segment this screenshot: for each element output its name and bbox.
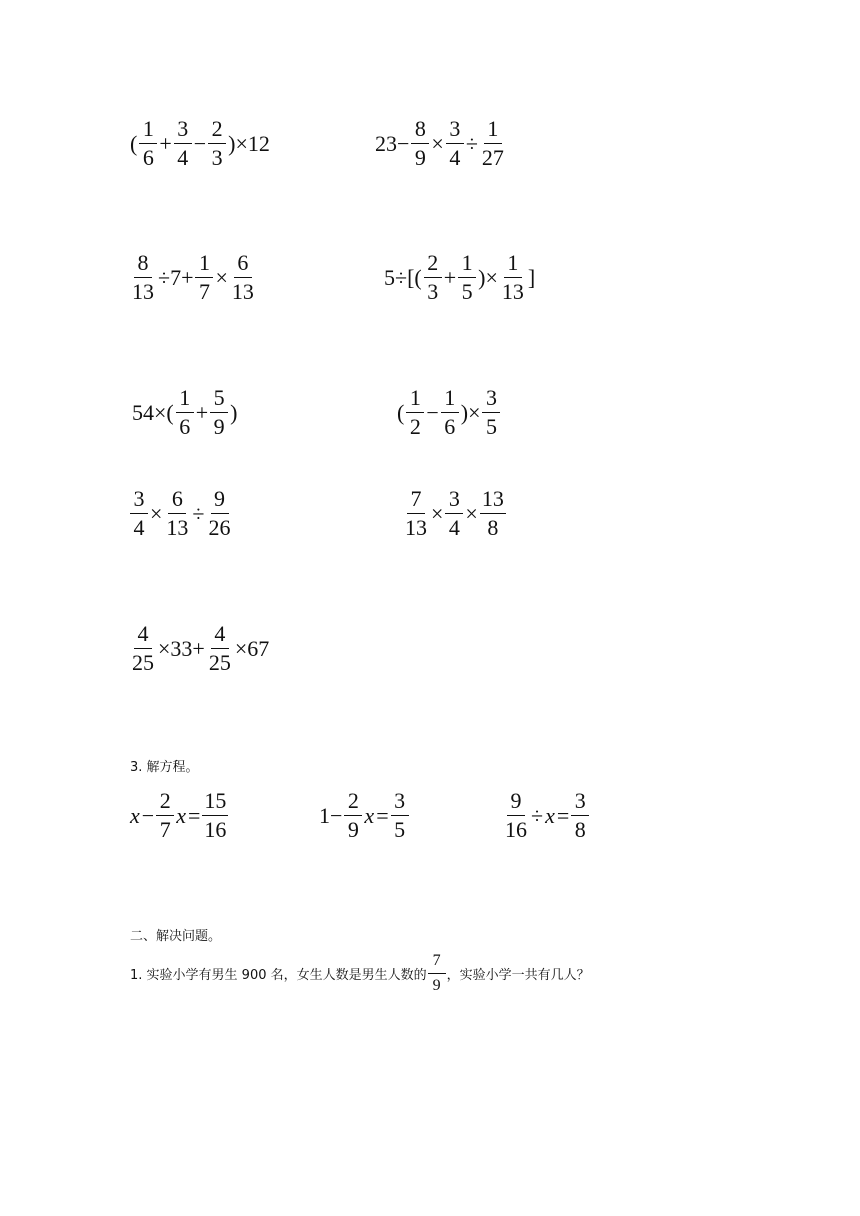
fraction-denominator: 6 [179, 414, 191, 439]
equation-1 [129, 790, 229, 841]
section-2-heading: 二、解决问题。 [130, 929, 222, 944]
operator-text: × [465, 500, 478, 526]
expression-2 [374, 118, 507, 169]
fraction-numerator: 15 [202, 790, 228, 816]
fraction [424, 252, 442, 303]
fraction-numerator: 3 [571, 790, 589, 816]
fraction-numerator: 4 [211, 623, 229, 649]
fraction-denominator: 25 [208, 650, 231, 675]
fraction-numerator: 3 [445, 488, 463, 514]
operator-text: )× [460, 399, 481, 425]
operator-text: × [431, 130, 444, 156]
problem-1-fraction [428, 952, 446, 995]
fraction-numerator: 7 [428, 952, 446, 974]
variable: x [176, 802, 186, 828]
fraction-denominator: 9 [414, 145, 426, 170]
fraction-numerator: 3 [130, 488, 148, 514]
equation-3 [502, 790, 590, 841]
fraction [571, 790, 589, 841]
operator-text: = [556, 802, 570, 828]
fraction-numerator: 9 [507, 790, 525, 816]
fraction [230, 252, 256, 303]
expression-5 [131, 387, 238, 438]
operator-text: ( [130, 130, 138, 156]
fraction-numerator: 1 [139, 118, 157, 144]
variable: x [545, 802, 555, 828]
fraction [458, 252, 476, 303]
fraction-denominator: 16 [204, 817, 227, 842]
fraction [441, 387, 459, 438]
expression-7 [129, 488, 234, 539]
fraction-numerator: 2 [424, 252, 442, 278]
fraction-numerator: 1 [406, 387, 424, 413]
fraction-denominator: 13 [132, 279, 154, 304]
fraction [207, 488, 233, 539]
fraction-denominator: 6 [142, 145, 154, 170]
problem-1 [130, 952, 590, 995]
fraction-numerator: 1 [176, 387, 194, 413]
fraction-denominator: 13 [405, 515, 427, 540]
fraction [210, 387, 228, 438]
fraction-numerator: 2 [208, 118, 226, 144]
operator-text: ) [230, 399, 238, 425]
fraction-numerator: 13 [480, 488, 506, 514]
fraction [482, 387, 500, 438]
operator-text: = [376, 802, 389, 828]
fraction-numerator: 1 [458, 252, 476, 278]
fraction-numerator: 1 [441, 387, 459, 413]
operator-text: ×67 [234, 635, 270, 661]
fraction [207, 623, 233, 674]
fraction-denominator: 26 [208, 515, 231, 540]
fraction-numerator: 3 [174, 118, 192, 144]
fraction [406, 387, 424, 438]
fraction-denominator: 9 [432, 977, 441, 994]
expression-6 [396, 387, 501, 438]
fraction [130, 252, 156, 303]
operator-text: )× [478, 264, 498, 290]
expression-4 [383, 252, 536, 303]
fraction [391, 790, 409, 841]
fraction-denominator: 4 [449, 145, 461, 170]
fraction-numerator: 1 [504, 252, 522, 278]
fraction [503, 790, 529, 841]
fraction-denominator: 7 [198, 279, 210, 304]
fraction [176, 387, 194, 438]
operator-text: × [150, 500, 163, 526]
expression-9 [129, 623, 270, 674]
fraction-numerator: 2 [344, 790, 362, 816]
operator-text: ÷ [192, 500, 205, 526]
fraction-denominator: 25 [132, 650, 154, 675]
fraction [411, 118, 429, 169]
expression-8 [402, 488, 507, 539]
fraction-denominator: 4 [448, 515, 460, 540]
operator-text: 23− [375, 130, 410, 156]
variable: x [364, 802, 375, 828]
fraction [208, 118, 226, 169]
operator-text: ( [397, 399, 405, 425]
operator-text: ÷ [531, 802, 544, 828]
fraction-denominator: 9 [347, 817, 359, 842]
operator-text: 1− [319, 802, 343, 828]
fraction-numerator: 8 [134, 252, 152, 278]
fraction [139, 118, 157, 169]
fraction-denominator: 13 [166, 515, 189, 540]
operator-text: ÷7+ [158, 264, 194, 290]
fraction-numerator: 6 [168, 488, 186, 514]
operator-text: ×33+ [158, 635, 205, 661]
operator-text: − [426, 399, 439, 425]
section-3-label: 3. 解方程。 [130, 760, 199, 775]
problem-1-text-before: 1. 实验小学有男生 900 名，女生人数是男生人数的 [130, 968, 427, 983]
fraction-numerator: 8 [411, 118, 429, 144]
fraction [500, 252, 526, 303]
fraction-numerator: 2 [156, 790, 174, 816]
operator-text: + [443, 264, 457, 290]
operator-text: ] [527, 264, 536, 290]
equation-2 [318, 790, 410, 841]
fraction-denominator: 27 [481, 145, 504, 170]
fraction [446, 118, 464, 169]
expression-1 [129, 118, 271, 169]
fraction-numerator: 3 [446, 118, 464, 144]
fraction-numerator: 3 [391, 790, 409, 816]
fraction [130, 623, 156, 674]
operator-text: + [159, 130, 172, 156]
fraction-denominator: 6 [444, 414, 456, 439]
fraction-numerator: 3 [482, 387, 500, 413]
operator-text: − [141, 802, 155, 828]
expression-3 [129, 252, 257, 303]
fraction-numerator: 5 [210, 387, 228, 413]
fraction-numerator: 4 [134, 623, 152, 649]
fraction [164, 488, 190, 539]
fraction-denominator: 4 [177, 145, 189, 170]
fraction-numerator: 7 [407, 488, 425, 514]
fraction [195, 252, 213, 303]
fraction-denominator: 3 [211, 145, 223, 170]
fraction-numerator: 1 [484, 118, 502, 144]
operator-text: + [195, 399, 209, 425]
fraction-denominator: 13 [501, 279, 524, 304]
fraction-denominator: 5 [394, 817, 406, 842]
fraction-numerator: 1 [195, 252, 213, 278]
operator-text: 5÷[( [384, 264, 422, 290]
operator-text: ÷ [465, 130, 478, 156]
variable: x [130, 802, 140, 828]
operator-text: )×12 [228, 130, 270, 156]
fraction [202, 790, 228, 841]
fraction [174, 118, 192, 169]
fraction-denominator: 5 [461, 279, 473, 304]
fraction-numerator: 9 [211, 488, 229, 514]
fraction-denominator: 9 [213, 414, 225, 439]
fraction-denominator: 8 [487, 515, 499, 540]
fraction-denominator: 16 [505, 817, 527, 842]
fraction [156, 790, 174, 841]
operator-text: 54×( [132, 399, 174, 425]
fraction-denominator: 4 [133, 515, 145, 540]
fraction [445, 488, 463, 539]
fraction [130, 488, 148, 539]
operator-text: × [215, 264, 228, 290]
fraction [403, 488, 429, 539]
fraction [480, 118, 506, 169]
operator-text: = [187, 802, 201, 828]
operator-text: − [193, 130, 207, 156]
problem-1-text-after: ，实验小学一共有几人？ [446, 968, 590, 983]
fraction-denominator: 5 [485, 414, 497, 439]
fraction-numerator: 6 [234, 252, 252, 278]
operator-text: × [431, 500, 444, 526]
fraction-denominator: 3 [427, 279, 439, 304]
fraction-denominator: 8 [574, 817, 586, 842]
fraction [480, 488, 506, 539]
fraction-denominator: 2 [409, 414, 421, 439]
fraction-denominator: 13 [231, 279, 254, 304]
fraction [344, 790, 362, 841]
fraction-denominator: 7 [159, 817, 171, 842]
